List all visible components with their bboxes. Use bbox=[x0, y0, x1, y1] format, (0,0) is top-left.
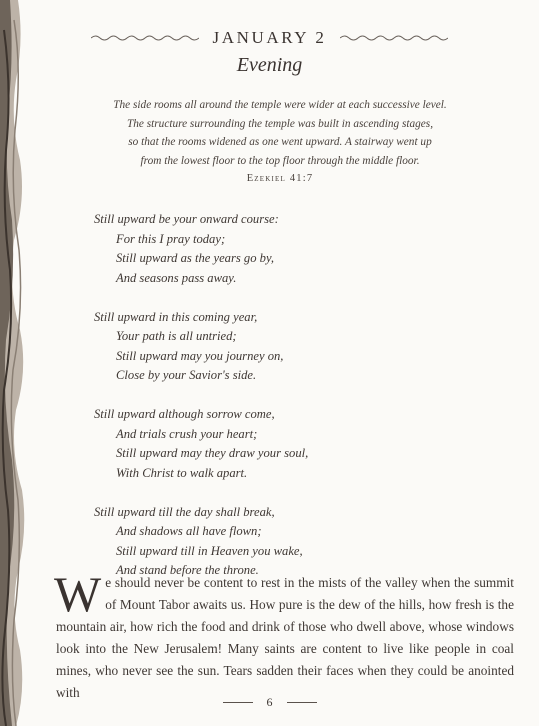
epigraph-line: The side rooms all around the temple were wider at each successive level. bbox=[113, 99, 447, 111]
body-text: e should never be content to rest in the mists of the valley when the summit of Mount Tabor awaits us. How pure is the dew of the hills, how fresh is the mountain air, how rich the food and drink of those who dwell above, whose windows look into the New Jerusalem! Many saints are content to live like people in coal mines, who never see the sun. Tears sadden their faces when they could be anointed with bbox=[56, 575, 514, 700]
poem-line: And stand before the throne. bbox=[116, 563, 259, 577]
poem-stanza bbox=[94, 503, 308, 581]
scripture-citation: Ezekiel 41:7 bbox=[246, 173, 314, 184]
poem-stanza bbox=[94, 210, 308, 288]
poem-stanza bbox=[94, 308, 308, 386]
poem-line: With Christ to walk apart. bbox=[116, 465, 248, 480]
devotional-header bbox=[0, 28, 539, 77]
epigraph-line: so that the rooms widened as one went upward. A stairway went up bbox=[128, 136, 432, 148]
epigraph-line: from the lowest floor to the top floor through the middle floor. bbox=[140, 154, 420, 167]
marble-border-decoration bbox=[0, 0, 30, 726]
ornament-right-icon bbox=[340, 33, 448, 43]
footer-rule-right bbox=[287, 702, 317, 703]
poem-line: Still upward be your onward course: bbox=[94, 212, 279, 226]
poem-line: And trials crush your heart; bbox=[116, 426, 258, 441]
poem bbox=[94, 210, 308, 600]
poem-line: Still upward may you journey on, bbox=[116, 348, 284, 363]
poem-line: Still upward may they draw your soul, bbox=[116, 446, 309, 460]
scripture-epigraph bbox=[80, 96, 480, 189]
poem-line: Your path is all untried; bbox=[116, 329, 237, 343]
poem-line: Still upward as the years go by, bbox=[116, 251, 274, 265]
poem-line: And shadows all have flown; bbox=[116, 524, 262, 538]
ornament-left-icon bbox=[91, 33, 199, 43]
time-of-day-heading: Evening bbox=[236, 54, 303, 76]
page-number: 6 bbox=[266, 695, 273, 709]
poem-line: Still upward till in Heaven you wake, bbox=[116, 543, 303, 558]
poem-line: Still upward in this coming year, bbox=[94, 309, 258, 324]
poem-line: Still upward although sorrow come, bbox=[94, 407, 275, 421]
poem-stanza bbox=[94, 405, 308, 483]
page-footer bbox=[0, 695, 539, 710]
poem-line: Still upward till the day shall break, bbox=[94, 504, 275, 519]
epigraph-line: The structure surrounding the temple was built in ascending stages, bbox=[126, 117, 434, 130]
poem-line: For this I pray today; bbox=[116, 231, 226, 246]
drop-cap: W bbox=[54, 566, 102, 622]
footer-rule-left bbox=[223, 702, 253, 703]
poem-line: And seasons pass away. bbox=[116, 270, 237, 285]
poem-line: Close by your Savior's side. bbox=[116, 368, 257, 382]
date-heading: JANUARY 2 bbox=[212, 28, 327, 47]
